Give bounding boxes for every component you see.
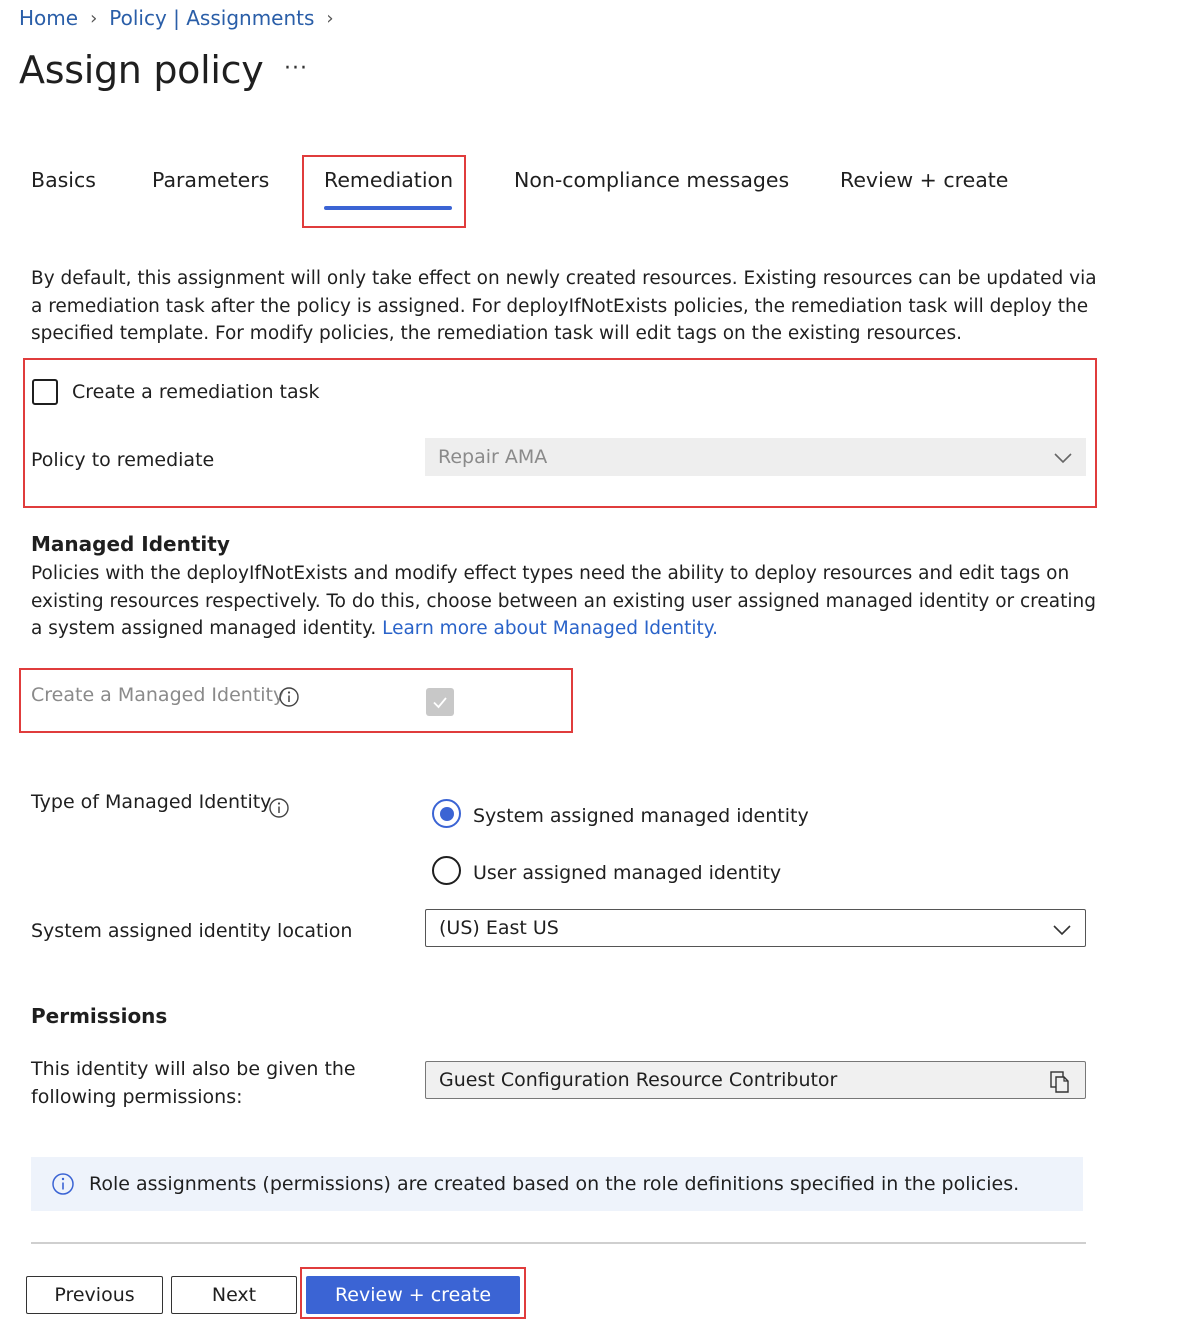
user-assigned-label: User assigned managed identity (473, 862, 782, 884)
policy-to-remediate-select[interactable] (425, 438, 1086, 476)
review-create-button[interactable]: Review + create (306, 1276, 520, 1314)
chevron-right-icon: › (90, 7, 98, 29)
tab-parameters[interactable]: Parameters (152, 168, 270, 192)
info-icon (51, 1172, 75, 1196)
policy-to-remediate-value: Repair AMA (438, 446, 548, 468)
footer-divider (31, 1242, 1086, 1244)
tab-review-create[interactable]: Review + create (840, 168, 1009, 192)
chevron-down-icon (1051, 919, 1073, 941)
next-button[interactable]: Next (171, 1276, 297, 1314)
permissions-heading: Permissions (31, 1004, 168, 1028)
tab-non-compliance-messages[interactable]: Non-compliance messages (514, 168, 790, 192)
permissions-role-field[interactable] (425, 1061, 1086, 1099)
learn-more-managed-identity-link[interactable]: Learn more about Managed Identity. (382, 618, 718, 639)
managed-identity-heading: Managed Identity (31, 532, 230, 556)
chevron-down-icon (1052, 447, 1074, 469)
breadcrumb (19, 6, 346, 30)
tab-basics[interactable]: Basics (31, 168, 96, 192)
system-assigned-radio[interactable] (432, 799, 461, 828)
managed-identity-description-text: Policies with the deployIfNotExists and modify effect types need the ability to deploy resources and edit tags on existing resources respectively. To do this, choose between an existing user assigned managed identity or creating a system assigned managed identity. (31, 563, 1096, 639)
create-managed-identity-label: Create a Managed Identity (31, 684, 285, 706)
identity-location-select[interactable] (425, 909, 1086, 947)
breadcrumb-home-link[interactable]: Home (19, 6, 79, 30)
policy-to-remediate-label: Policy to remediate (31, 449, 215, 471)
type-managed-identity-label: Type of Managed Identity (31, 791, 272, 813)
radio-selected-dot (440, 807, 454, 821)
more-options-icon[interactable]: ··· (284, 56, 308, 81)
identity-location-label: System assigned identity location (31, 920, 353, 942)
chevron-right-icon: › (326, 7, 334, 29)
checkmark-icon (431, 693, 449, 711)
highlight-box-remediation-tab (302, 155, 466, 228)
managed-identity-description (31, 560, 1111, 643)
highlight-box-review-create (300, 1267, 526, 1319)
create-remediation-task-checkbox[interactable] (32, 379, 58, 405)
create-remediation-task-label: Create a remediation task (72, 381, 320, 403)
system-assigned-label: System assigned managed identity (473, 805, 809, 827)
intro-text: By default, this assignment will only take effect on newly created resources. Existing resources can be updated via a remediation task after the policy is assigned. For deployIfNotExists policies, the remediation task will deploy the specified template. For modify policies, the remediation task will edit tags on the existing resources. (31, 268, 1097, 344)
copy-icon[interactable] (1047, 1069, 1073, 1095)
permissions-role-value: Guest Configuration Resource Contributor (439, 1069, 838, 1091)
user-assigned-radio[interactable] (432, 856, 461, 885)
info-message-bar (31, 1157, 1083, 1211)
info-icon[interactable] (268, 797, 290, 819)
breadcrumb-assignments-link[interactable]: Policy | Assignments (109, 6, 315, 30)
info-message-text: Role assignments (permissions) are created based on the role definitions specified in the policies. (89, 1173, 1020, 1195)
tab-remediation[interactable]: Remediation (324, 168, 454, 192)
previous-button[interactable]: Previous (26, 1276, 163, 1314)
permissions-description: This identity will also be given the following permissions: (31, 1058, 356, 1108)
info-icon[interactable] (278, 686, 300, 708)
page-title: Assign policy (19, 48, 264, 92)
create-managed-identity-checkbox[interactable] (426, 688, 454, 716)
identity-location-value: (US) East US (439, 917, 559, 939)
